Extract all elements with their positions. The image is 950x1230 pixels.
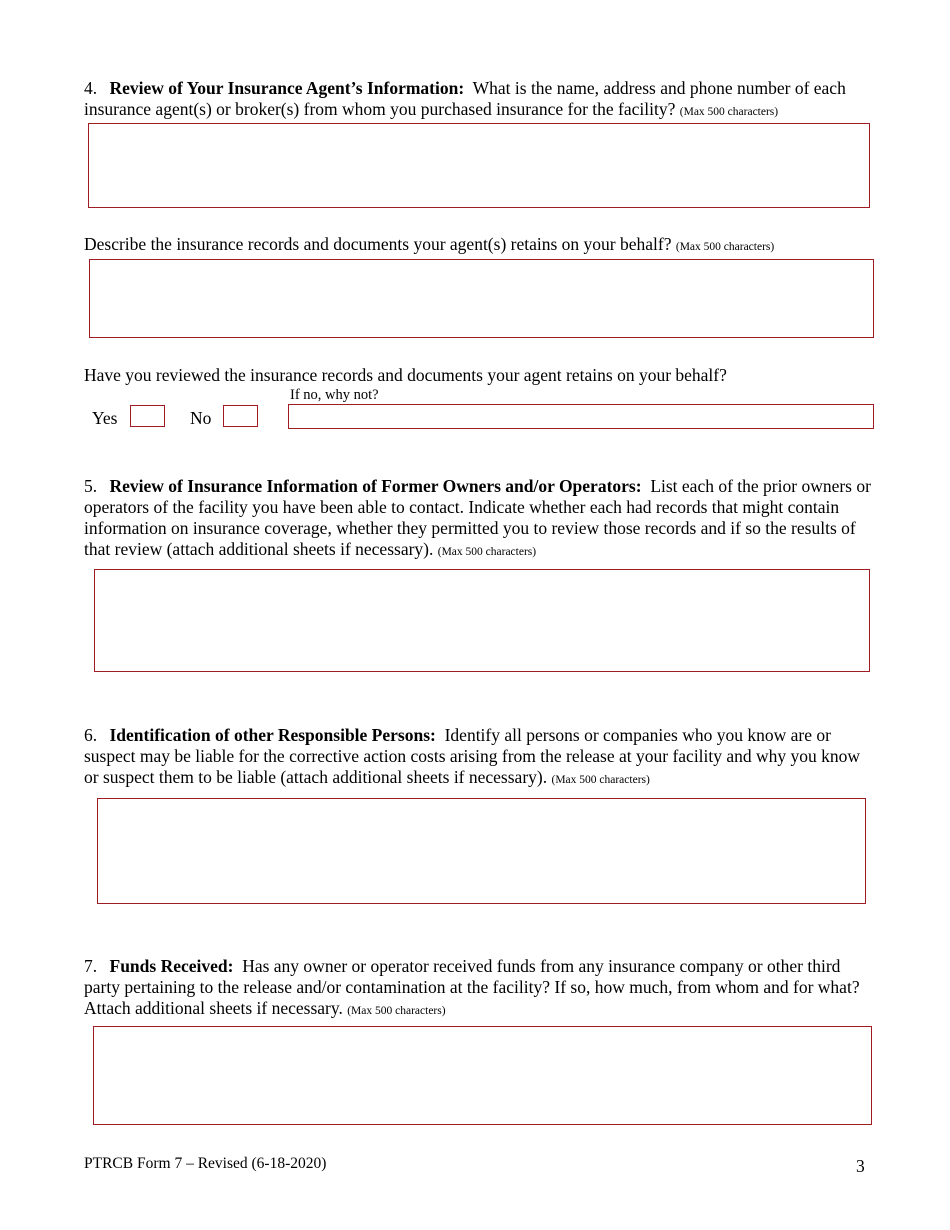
question-4c-text: Have you reviewed the insurance records and documents your agent retains on your behalf? xyxy=(84,365,727,385)
question-4-text: What is the name, address and phone number of each insurance agent(s) or broker(s) from whom you purchased insurance for the facility? xyxy=(84,78,846,119)
question-6-max-note: (Max 500 characters) xyxy=(551,774,650,786)
question-4b-text: Describe the insurance records and documents your agent(s) retains on your behalf? xyxy=(84,234,672,254)
question-6-title: Identification of other Responsible Persons: xyxy=(109,725,436,745)
question-5-answer-field[interactable] xyxy=(94,569,870,672)
why-not-label: If no, why not? xyxy=(290,387,379,403)
question-4b-answer-field[interactable] xyxy=(89,259,874,338)
yes-label: Yes xyxy=(92,408,118,428)
question-4c xyxy=(84,365,874,386)
question-7-number: 7. xyxy=(84,956,98,976)
form-footer: PTRCB Form 7 – Revised (6-18-2020) xyxy=(84,1155,327,1172)
question-5-text: List each of the prior owners or operators of the facility you have been able to contact. Indicate whether each had records that might contain information on insurance coverage, whether they permitted you to review those records and if so the results of that review (attach additional sheets if necessary). xyxy=(84,476,871,559)
question-5-number: 5. xyxy=(84,476,98,496)
question-6-number: 6. xyxy=(84,725,98,745)
question-4-max-note: (Max 500 characters) xyxy=(679,106,779,118)
question-4b-max-note: (Max 500 characters) xyxy=(675,241,775,253)
why-not-field[interactable] xyxy=(288,404,874,429)
question-7-answer-field[interactable] xyxy=(93,1026,872,1125)
question-6-text: Identify all persons or companies who you know are or suspect may be liable for the corrective action costs arising from the release at your facility and why you know or suspect them to be liable (attach additional sheets if necessary). xyxy=(84,725,861,787)
no-checkbox[interactable] xyxy=(223,405,258,427)
question-4-title: Review of Your Insurance Agent’s Information: xyxy=(109,78,465,98)
question-7-title: Funds Received: xyxy=(109,956,234,976)
question-4b xyxy=(84,234,874,258)
page-number: 3 xyxy=(856,1156,865,1176)
question-5 xyxy=(84,476,874,563)
yes-checkbox[interactable] xyxy=(130,405,165,427)
question-7 xyxy=(84,956,874,1022)
question-7-max-note: (Max 500 characters) xyxy=(347,1005,446,1017)
no-label: No xyxy=(190,408,212,428)
question-4-number: 4. xyxy=(84,78,98,98)
question-6-answer-field[interactable] xyxy=(97,798,866,904)
question-4 xyxy=(84,78,874,123)
question-5-title: Review of Insurance Information of Former Owners and/or Operators: xyxy=(109,476,642,496)
question-4-answer-field[interactable] xyxy=(88,123,870,208)
question-6 xyxy=(84,725,874,791)
question-5-max-note: (Max 500 characters) xyxy=(437,546,537,558)
question-7-text: Has any owner or operator received funds from any insurance company or other third party pertaining to the release and/or contamination at the facility? If so, how much, from whom and for what? Attach additional sheets if necessary. xyxy=(84,956,860,1018)
